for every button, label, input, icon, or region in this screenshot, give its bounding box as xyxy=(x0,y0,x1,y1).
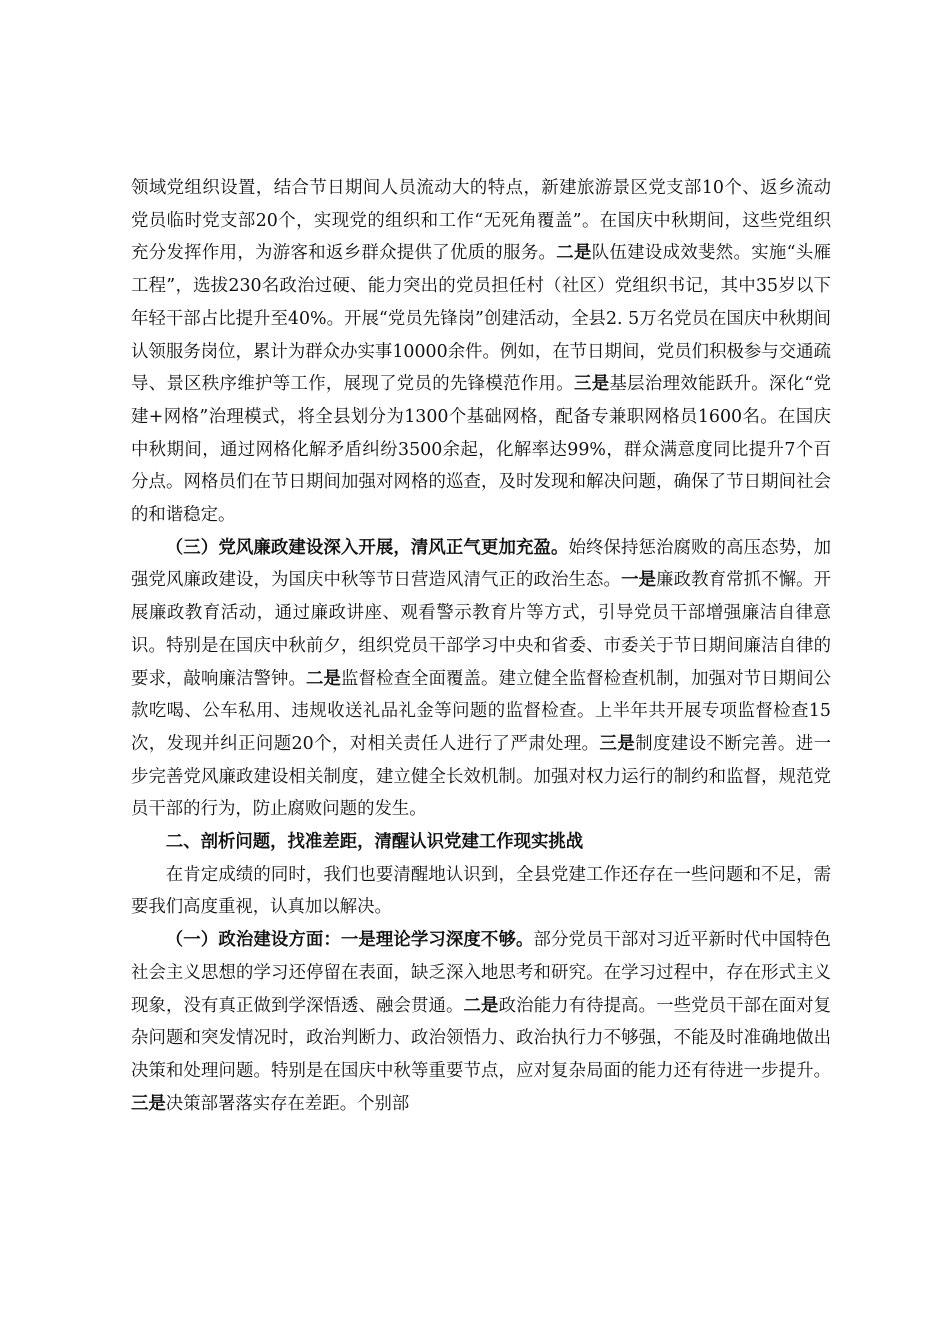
paragraph-4 xyxy=(131,859,831,924)
text-run: 廉政教育常抓不懈。开展廉政教育活动，通过廉政讲座、观看警示教育片等方式，引导党员干部增强廉洁自律意识。特别是在国庆中秋前夕，组织党员干部学习中央和省委、市委关于节日期间廉洁自律的要求，敲响廉洁警钟。 xyxy=(131,570,831,689)
text-run: 队伍建设成效斐然。实施“头雁工程”，选拔230名政治过硬、能力突出的党员担任村（社区）党组织书记，其中35岁以下年轻干部占比提升至40%。开展“党员先锋岗”创建活动，全县2. 5万名党员在国庆中秋期间认领服务岗位，累计为群众办实事10000余件。例如，在节日期间，党员们积极参与交通疏导、景区秩序维护等工作，展现了党员的先锋模范作用。 xyxy=(131,243,831,395)
bold-run: 二是 xyxy=(556,243,592,264)
subsection-heading-1: （一）政治建设方面：一是理论学习深度不够。 xyxy=(165,930,534,951)
heading-text: 二、剖析问题，找准差距，清醒认识党建工作现实挑战 xyxy=(165,832,584,853)
text-run: 政治能力有待提高。一些党员干部在面对复杂问题和突发情况时，政治判断力、政治领悟力、政治执行力不够强，不能及时准确地做出决策和处理问题。特别是在国庆中秋等重要节点，应对复杂局面的能力还有待进一步提升。 xyxy=(131,995,831,1081)
text-run: 在肯定成绩的同时，我们也要清醒地认识到，全县党建工作还存在一些问题和不足，需要我们高度重视，认真加以解决。 xyxy=(131,864,831,918)
section-heading-3: （三）党风廉政建设深入开展，清风正气更加充盈。 xyxy=(165,537,569,558)
bold-run: 一是 xyxy=(621,570,657,591)
text-run: 部分党员干部对习近平新时代中国特色社会主义思想的学习还停留在表面，缺乏深入地思考和研究。在学习过程中，存在形式主义现象，没有真正做到学深悟透、融会贯通。 xyxy=(131,930,831,1016)
text-run: 始终保持惩治腐败的高压态势，加强党风廉政建设，为国庆中秋等节日营造风清气正的政治生态。 xyxy=(131,537,831,591)
bold-run: 三是 xyxy=(131,1093,166,1114)
text-run: 制度建设不断完善。进一步完善党风廉政建设相关制度，建立健全长效机制。加强对权力运行的制约和监督，规范党员干部的行为，防止腐败问题的发生。 xyxy=(131,733,831,820)
text-run: 领域党组织设置，结合节日期间人员流动大的特点，新建旅游景区党支部10个、返乡流动党员临时党支部20个，实现党的组织和工作“无死角覆盖”。在国庆中秋期间，这些党组织充分发挥作用，为游客和返乡群众提供了优质的服务。 xyxy=(131,178,831,264)
paragraph-1 xyxy=(131,172,831,532)
paragraph-2 xyxy=(131,532,831,826)
bold-run: 二是 xyxy=(463,995,499,1016)
text-run: 基层治理效能跃升。深化“党建+网格”治理模式，将全县划分为1300个基础网格，配备专兼职网格员1600名。在国庆中秋期间，通过网格化解矛盾纠纷3500余起，化解率达99%，群众满意度同比提升7个百分点。网格员们在节日期间加强对网格的巡查，及时发现和解决问题，确保了节日期间社会的和谐稳定。 xyxy=(131,374,831,526)
text-run: 监督检查全面覆盖。建立健全监督检查机制，加强对节日期间公款吃喝、公车私用、违规收送礼品礼金等问题的监督检查。上半年共开展专项监督检查15次，发现并纠正问题20个，对相关责任人进行了严肃处理。 xyxy=(131,668,831,754)
bold-run: 二是 xyxy=(306,668,342,689)
text-run: 决策部署落实存在差距。个别部 xyxy=(165,1093,410,1114)
section-heading-2 xyxy=(131,826,831,859)
bold-run: 三是 xyxy=(574,374,610,395)
bold-run: 三是 xyxy=(599,733,636,754)
paragraph-5 xyxy=(131,924,831,1120)
document-body xyxy=(131,172,831,1120)
